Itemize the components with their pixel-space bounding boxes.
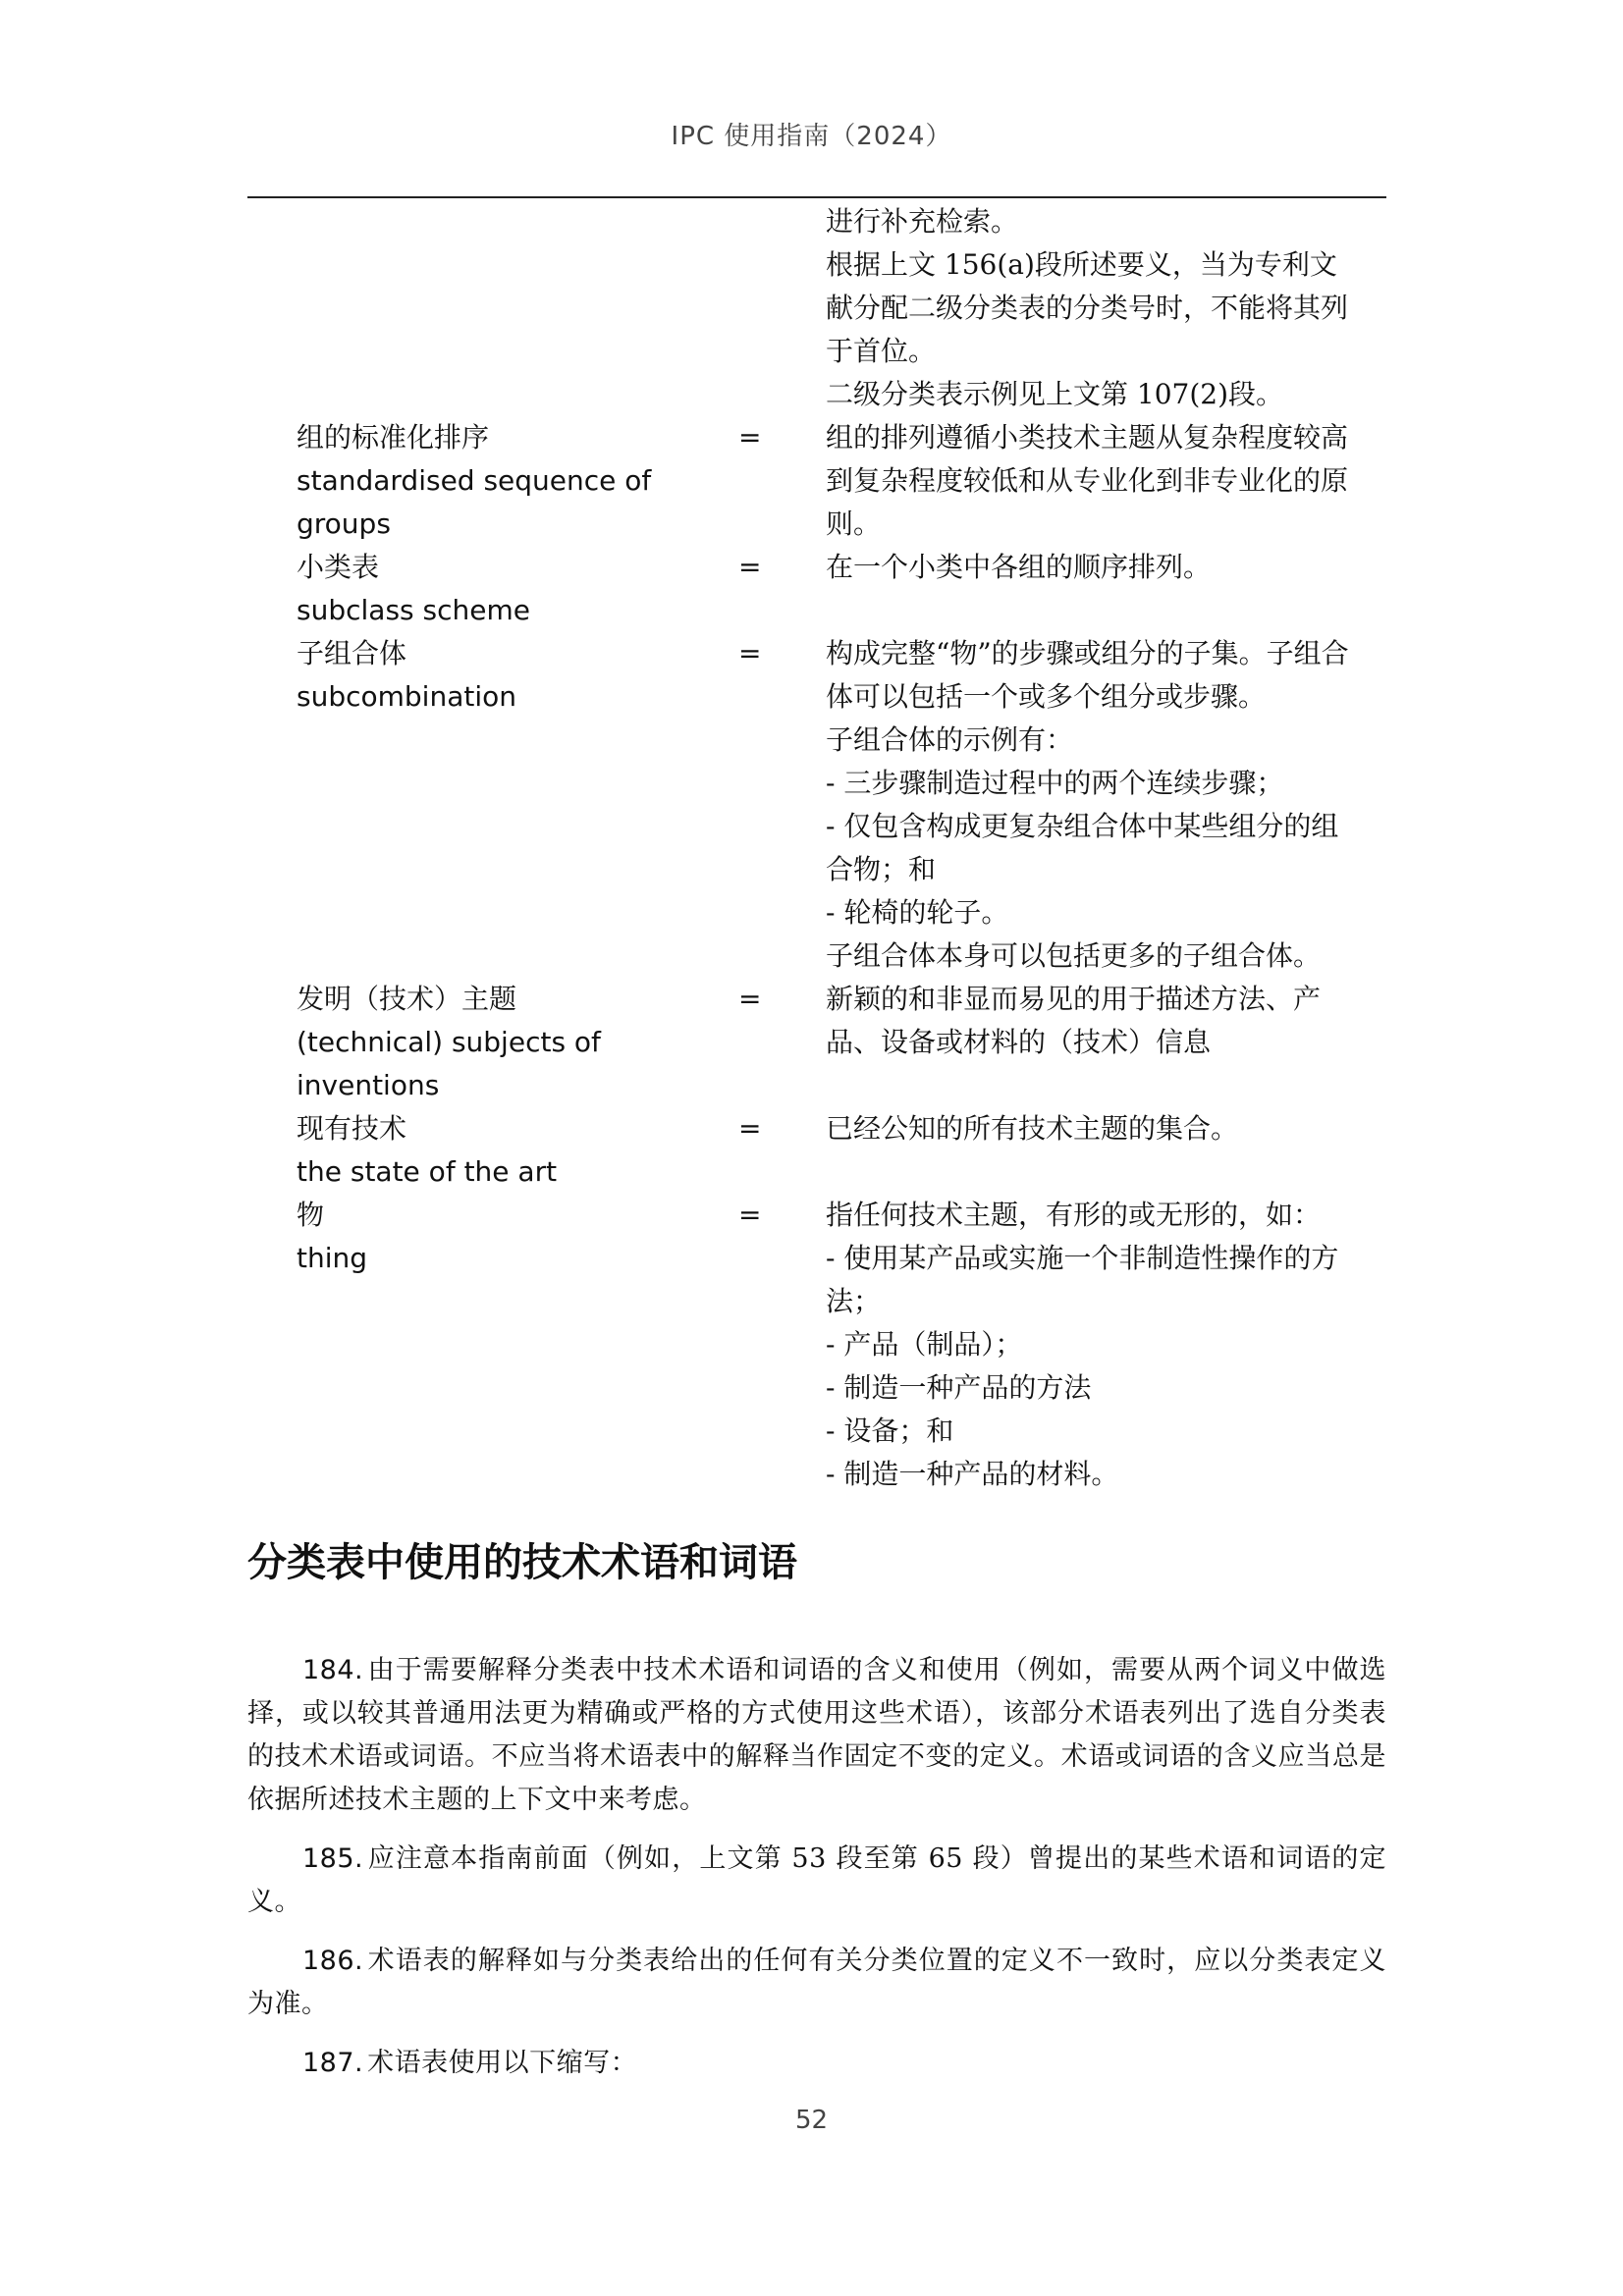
term-english: standardised sequence of groups [297,464,652,540]
term-english: the state of the art [297,1155,558,1188]
paragraph-text: 由于需要解释分类表中技术术语和词语的含义和使用（例如，需要从两个词义中做选择，或以较其普通用法更为精确或严格的方式使用这些术语），该部分术语表列出了选自分类表的技术术语或词语。不应当将术语表中的解释当作固定不变的定义。术语或词语的含义应当总是依据所述技术主题的上下文中来考虑。 [247,1655,1386,1815]
glossary-term [297,546,738,632]
term-chinese: 现有技术 [297,1112,407,1145]
body-paragraphs [247,1649,1386,2101]
term-chinese: 小类表 [297,551,380,583]
glossary-entry [297,632,1357,978]
continuation-line: 二级分类表示例见上文第 107(2)段。 [826,378,1284,410]
term-english: thing [297,1242,368,1274]
paragraph-number: 187. [302,2048,364,2078]
definition-line: - 轮椅的轮子。 [826,896,1009,929]
glossary-definition [826,632,1356,978]
paragraph-number: 184. [302,1655,364,1685]
glossary-term [297,632,738,719]
paragraph [247,1838,1386,1924]
glossary-entry [297,416,1357,546]
equals-sign: = [738,421,762,454]
term-chinese: 发明（技术）主题 [297,983,517,1015]
paragraph-text: 术语表的解释如与分类表给出的任何有关分类位置的定义不一致时，应以分类表定义为准。 [247,1946,1386,2019]
paragraph [247,1940,1386,2026]
glossary-table [297,200,1357,1496]
term-chinese: 子组合体 [297,637,407,669]
glossary-entry [297,1194,1357,1496]
definition-line: 在一个小类中各组的顺序排列。 [826,551,1212,583]
equals-sign: = [738,551,762,583]
definition-line: 子组合体的示例有： [826,723,1074,756]
glossary-term [297,1194,738,1280]
definition-line: - 设备；和 [826,1415,954,1447]
glossary-term [297,1107,738,1194]
glossary-entry [297,546,1357,632]
term-chinese: 组的标准化排序 [297,421,490,454]
glossary-definition [826,546,1356,589]
definition-line: 子组合体本身可以包括更多的子组合体。 [826,939,1322,972]
definition-line: 已经公知的所有技术主题的集合。 [826,1112,1239,1145]
paragraph-number: 186. [302,1946,364,1976]
glossary-definition [826,416,1356,546]
continuation-line: 根据上文 156(a)段所述要义，当为专利文献分配二级分类表的分类号时，不能将其列于首位。 [826,248,1349,367]
glossary-definition [826,978,1356,1064]
equals-sign: = [738,637,762,669]
paragraph-number: 185. [302,1843,364,1874]
term-english: subclass scheme [297,594,530,626]
definition-line: - 三步骤制造过程中的两个连续步骤； [826,767,1284,799]
definition-line: - 仅包含构成更复杂组合体中某些组分的组合物；和 [826,810,1339,885]
continuation-line: 进行补充检索。 [826,205,1019,238]
page-number: 52 [794,2106,829,2135]
definition-line: - 制造一种产品的材料。 [826,1458,1119,1490]
page-header: IPC 使用指南（2024） [671,122,952,151]
term-english: (technical) subjects of inventions [297,1026,601,1101]
term-chinese: 物 [297,1199,325,1231]
equals-sign: = [738,1199,762,1231]
glossary-term [297,978,738,1107]
glossary-definition [826,1194,1356,1496]
paragraph-text: 术语表使用以下缩写： [367,2048,638,2078]
glossary-entry [297,1107,1357,1194]
glossary-entry [297,978,1357,1107]
equals-sign: = [738,1112,762,1145]
equals-sign: = [738,983,762,1015]
definition-line: 指任何技术主题，有形的或无形的，如： [826,1199,1322,1231]
definition-line: 新颖的和非显而易见的用于描述方法、产品、设备或材料的（技术）信息 [826,983,1322,1058]
glossary-continuation [826,200,1356,416]
definition-line: 构成完整“物”的步骤或组分的子集。子组合体可以包括一个或多个组分或步骤。 [826,637,1349,713]
definition-line: 组的排列遵循小类技术主题从复杂程度较高到复杂程度较低和从专业化到非专业化的原则。 [826,421,1349,540]
definition-line: - 产品（制品）； [826,1328,1023,1361]
definition-line: - 使用某产品或实施一个非制造性操作的方法； [826,1242,1339,1317]
paragraph [247,2042,1386,2085]
section-heading: 分类表中使用的技术术语和词语 [247,1540,797,1585]
header-rule [247,196,1386,198]
paragraph [247,1649,1386,1822]
glossary-term [297,416,738,546]
paragraph-text: 应注意本指南前面（例如，上文第 53 段至第 65 段）曾提出的某些术语和词语的定义。 [247,1843,1386,1917]
glossary-definition [826,1107,1356,1150]
definition-line: - 制造一种产品的方法 [826,1371,1092,1404]
term-english: subcombination [297,680,516,713]
